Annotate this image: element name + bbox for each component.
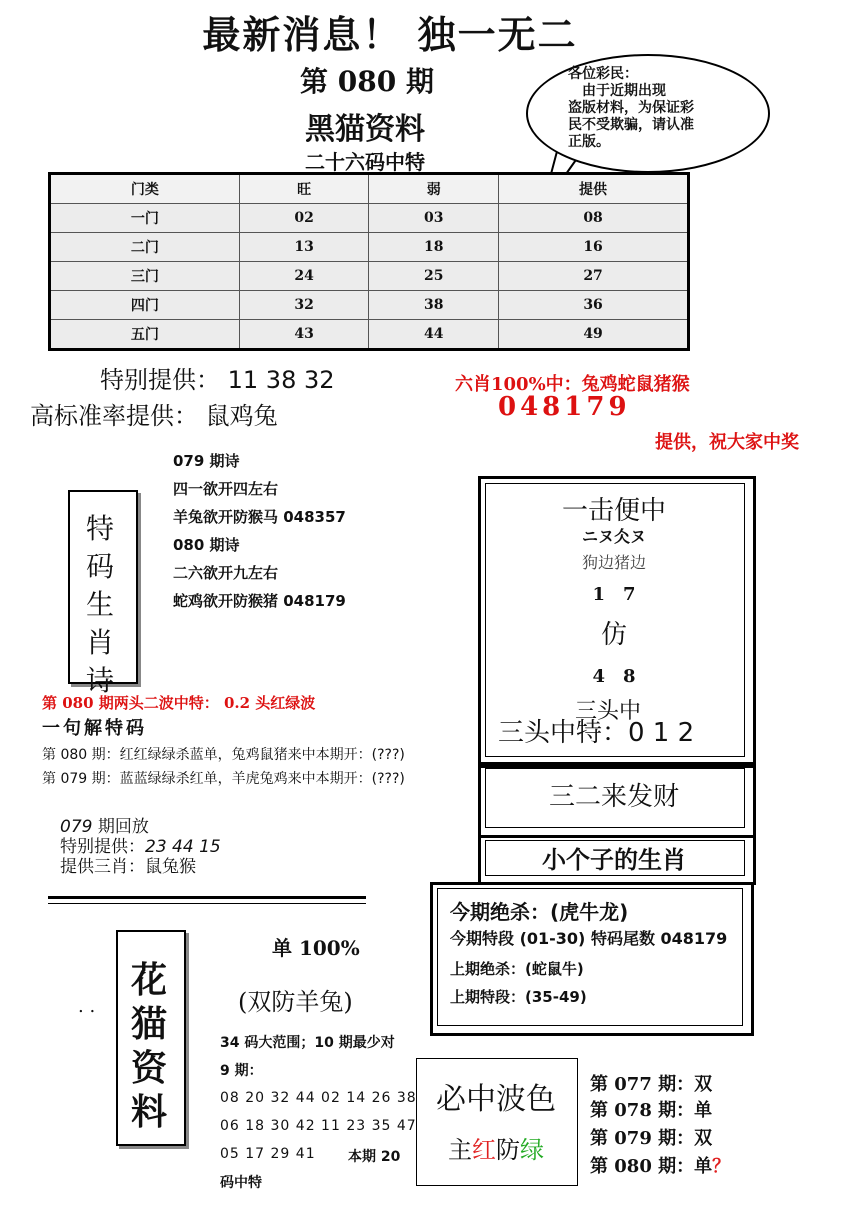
table-header-row [50, 174, 689, 204]
history-item [590, 1152, 730, 1178]
lv-text: 绿 [520, 1136, 544, 1164]
poem-line: 079 期诗 [173, 452, 240, 470]
yiji-fang: 仿 [600, 620, 627, 650]
yiji-sub: 狗边猪边 [581, 553, 646, 572]
replay-three [60, 852, 196, 877]
replay-issue: 079 [60, 817, 93, 837]
number-line: 08 20 32 44 02 14 26 38 [220, 1090, 417, 1106]
column-header: 提供 [499, 174, 689, 204]
replay-provide-nums: 23 44 15 [145, 837, 221, 857]
replay-three-label: 提供三肖： [60, 857, 145, 877]
issue-number: 第 080 期 [300, 65, 434, 98]
jiema-title: 一句解特码 [42, 718, 147, 739]
history-value: 单 [694, 1156, 713, 1177]
bubble-notice [568, 66, 728, 150]
hint-line: 第 079 期：蓝蓝绿绿杀红单，羊虎兔鸡来中本期开：(???) [42, 771, 405, 787]
zhu-text: 主 [448, 1136, 472, 1164]
wave-title: 第 080 期两头二波中特： 0.2 头红绿波 [42, 694, 316, 712]
huamao-title-char: 资 [130, 1047, 167, 1089]
table-cell: 13 [239, 233, 369, 262]
history-item [590, 1070, 712, 1096]
number-table [48, 172, 690, 351]
kill-current-segment: 今期特段 (01-30) 特码尾数 048179 [450, 929, 728, 948]
bubble-line: 各位彩民： [568, 66, 638, 82]
yiji-nums-1: 1 7 [592, 584, 636, 605]
yiji-glyphs: ニヌ仌ヌ [581, 527, 646, 546]
poem-line: 二六欲开九左右 [173, 564, 279, 582]
table-row [50, 233, 689, 262]
huamao-title-char: 料 [130, 1091, 167, 1133]
table-cell: 四门 [50, 291, 240, 320]
facai-text: 三二来发财 [548, 782, 679, 812]
history-mark: ？ [712, 1156, 731, 1177]
history-value: 双 [694, 1128, 713, 1149]
hong-text: 红 [472, 1136, 496, 1164]
table-row [50, 320, 689, 350]
dan-label: 单 100% [272, 936, 360, 960]
huamao-title-char: 花 [130, 959, 167, 1001]
special-offer: 特别提供： 11 38 32 [100, 366, 335, 394]
history-label: 第 080 期： [590, 1156, 695, 1177]
benqi-label: 本期 20 [348, 1149, 401, 1165]
huamao-title [126, 958, 172, 1134]
yiji-title: 一击便中 [561, 496, 666, 526]
history-item [590, 1096, 712, 1122]
column-header: 弱 [369, 174, 499, 204]
xiaogezi-text: 小个子的生肖 [542, 845, 686, 874]
six-zodiac-promo: 六肖100%中：兔鸡蛇鼠猪猴 [455, 374, 690, 395]
promo-numbers: 048179 [498, 392, 631, 422]
table-cell: 02 [239, 204, 369, 233]
table-cell: 36 [499, 291, 689, 320]
table-cell: 08 [499, 204, 689, 233]
table-cell: 16 [499, 233, 689, 262]
poem-title-char: 诗 [85, 664, 114, 697]
kill-previous-segment: 上期特段：(35-49) [450, 988, 587, 1006]
table-cell: 五门 [50, 320, 240, 350]
column-header: 门类 [50, 174, 240, 204]
bizhong-colors [416, 1130, 576, 1165]
bubble-line: 正版。 [568, 134, 610, 150]
history-item [590, 1124, 712, 1150]
history-value: 双 [694, 1074, 713, 1095]
bubble-line: 由于近期出现 [568, 83, 666, 99]
table-cell: 24 [239, 262, 369, 291]
source-name: 黑猫资料 [305, 112, 425, 147]
hint-line: 第 080 期：红红绿绿杀蓝单，兔鸡鼠猪来中本期开：(???) [42, 747, 405, 763]
history-value: 单 [694, 1100, 713, 1121]
bubble-line: 盗版材料，为保证彩 [568, 100, 694, 116]
poem-title-char: 码 [85, 550, 114, 583]
range-line: 34 码大范围；10 期最少对 [220, 1035, 395, 1051]
table-row [50, 204, 689, 233]
table-row [50, 262, 689, 291]
table-cell: 二门 [50, 233, 240, 262]
table-cell: 三门 [50, 262, 240, 291]
replay-title-text: 期回放 [92, 817, 149, 837]
range-line: 9 期： [220, 1063, 263, 1079]
poem-line: 蛇鸡欲开防猴猪 048179 [173, 592, 346, 610]
replay-three-value: 鼠兔猴 [145, 857, 196, 877]
shuang-label: (双防羊兔) [238, 988, 353, 1016]
table-cell: 27 [499, 262, 689, 291]
kill-current: 今期绝杀：(虎牛龙) [450, 900, 629, 924]
number-line: 06 18 30 42 11 23 35 47 [220, 1118, 417, 1134]
poem-line: 080 期诗 [173, 536, 240, 554]
huamao-title-char: 猫 [130, 1003, 167, 1045]
poem-title-char: 生 [85, 588, 114, 621]
table-cell: 32 [239, 291, 369, 320]
replay-provide-label: 特别提供： [60, 837, 145, 857]
subtitle: 二十六码中特 [305, 150, 425, 174]
table-cell: 38 [369, 291, 499, 320]
poem-line: 羊兔欲开防猴马 048357 [173, 508, 346, 526]
poem-title-char: 特 [85, 512, 114, 545]
table-cell: 03 [369, 204, 499, 233]
table-row [50, 291, 689, 320]
dots: . . [78, 996, 96, 1017]
santou-text: 三头中特：0 1 2 [498, 718, 695, 748]
benqi-label-2: 码中特 [220, 1175, 262, 1191]
kill-previous: 上期绝杀：(蛇鼠牛) [450, 960, 584, 978]
table-cell: 44 [369, 320, 499, 350]
history-label: 第 079 期： [590, 1128, 695, 1149]
table-cell: 一门 [50, 204, 240, 233]
history-label: 第 077 期： [590, 1074, 695, 1095]
poem-line: 四一欲开四左右 [173, 480, 279, 498]
column-header: 旺 [239, 174, 369, 204]
bizhong-title: 必中波色 [436, 1082, 556, 1117]
table-cell: 18 [369, 233, 499, 262]
table-cell: 43 [239, 320, 369, 350]
table-cell: 25 [369, 262, 499, 291]
high-standard-offer: 高标准率提供： 鼠鸡兔 [30, 402, 278, 430]
poem-title [80, 510, 120, 700]
promo-wish: 提供，祝大家中奖 [655, 432, 799, 453]
poem-title-char: 肖 [85, 626, 114, 659]
table-cell: 49 [499, 320, 689, 350]
fang-text: 防 [496, 1136, 520, 1164]
yiji-nums-2: 4 8 [592, 666, 636, 687]
divider [48, 896, 366, 904]
page-title: 最新消息！ 独一无二 [202, 12, 578, 57]
number-line: 05 17 29 41 [220, 1146, 316, 1162]
bubble-line: 民不受欺骗，请认准 [568, 117, 694, 133]
history-label: 第 078 期： [590, 1100, 695, 1121]
yiji-cut-text: 三头中 [574, 699, 641, 724]
